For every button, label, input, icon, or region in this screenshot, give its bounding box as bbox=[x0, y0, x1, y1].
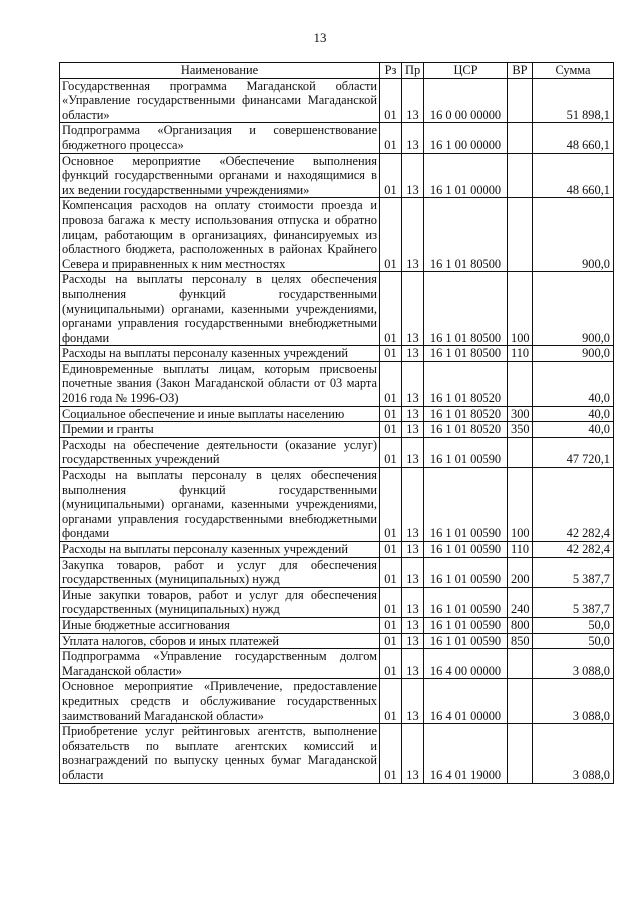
cell-sum: 48 660,1 bbox=[533, 153, 614, 198]
cell-name: Расходы на обеспечение деятельности (оказание услуг) государственных учреждений bbox=[60, 437, 380, 467]
cell-sum: 900,0 bbox=[533, 346, 614, 362]
cell-pr: 13 bbox=[402, 437, 424, 467]
cell-name: Подпрограмма «Управление государственным долгом Магаданской области» bbox=[60, 649, 380, 679]
cell-name: Государственная программа Магаданской области «Управление государственными финансами Магаданской области» bbox=[60, 78, 380, 123]
cell-pr: 13 bbox=[402, 346, 424, 362]
cell-rz: 01 bbox=[380, 542, 402, 558]
cell-pr: 13 bbox=[402, 78, 424, 123]
cell-csr: 16 4 00 00000 bbox=[424, 649, 508, 679]
cell-sum: 40,0 bbox=[533, 406, 614, 422]
table-row bbox=[60, 542, 614, 558]
table-row bbox=[60, 437, 614, 467]
table-row bbox=[60, 198, 614, 272]
cell-rz: 01 bbox=[380, 123, 402, 153]
cell-pr: 13 bbox=[402, 617, 424, 633]
cell-vr bbox=[508, 123, 533, 153]
cell-csr: 16 1 00 00000 bbox=[424, 123, 508, 153]
cell-rz: 01 bbox=[380, 422, 402, 438]
cell-rz: 01 bbox=[380, 346, 402, 362]
cell-sum: 5 387,7 bbox=[533, 557, 614, 587]
cell-csr: 16 0 00 00000 bbox=[424, 78, 508, 123]
cell-rz: 01 bbox=[380, 272, 402, 346]
cell-vr: 300 bbox=[508, 406, 533, 422]
table-row bbox=[60, 557, 614, 587]
cell-rz: 01 bbox=[380, 153, 402, 198]
cell-sum: 51 898,1 bbox=[533, 78, 614, 123]
cell-vr bbox=[508, 153, 533, 198]
cell-rz: 01 bbox=[380, 557, 402, 587]
cell-csr: 16 4 01 00000 bbox=[424, 679, 508, 724]
cell-csr: 16 1 01 80500 bbox=[424, 346, 508, 362]
cell-vr: 110 bbox=[508, 542, 533, 558]
cell-csr: 16 1 01 00590 bbox=[424, 557, 508, 587]
cell-pr: 13 bbox=[402, 649, 424, 679]
cell-vr: 100 bbox=[508, 468, 533, 542]
cell-rz: 01 bbox=[380, 468, 402, 542]
cell-csr: 16 1 01 00590 bbox=[424, 542, 508, 558]
cell-vr bbox=[508, 361, 533, 406]
cell-pr: 13 bbox=[402, 198, 424, 272]
cell-vr: 850 bbox=[508, 633, 533, 649]
table-row bbox=[60, 679, 614, 724]
table-row bbox=[60, 361, 614, 406]
cell-pr: 13 bbox=[402, 406, 424, 422]
cell-sum: 900,0 bbox=[533, 198, 614, 272]
cell-sum: 3 088,0 bbox=[533, 724, 614, 783]
cell-pr: 13 bbox=[402, 587, 424, 617]
cell-csr: 16 1 01 80500 bbox=[424, 272, 508, 346]
cell-name: Расходы на выплаты персоналу в целях обеспечения выполнения функций государственными (муниципальными) органами, казенными учреждениями, органами управления государственными внебюджетными фондами bbox=[60, 272, 380, 346]
cell-rz: 01 bbox=[380, 587, 402, 617]
cell-sum: 3 088,0 bbox=[533, 679, 614, 724]
cell-name: Иные бюджетные ассигнования bbox=[60, 617, 380, 633]
page-number: 13 bbox=[313, 30, 327, 45]
cell-rz: 01 bbox=[380, 633, 402, 649]
table-row bbox=[60, 649, 614, 679]
cell-csr: 16 4 01 19000 bbox=[424, 724, 508, 783]
cell-sum: 47 720,1 bbox=[533, 437, 614, 467]
cell-rz: 01 bbox=[380, 649, 402, 679]
cell-rz: 01 bbox=[380, 617, 402, 633]
cell-name: Иные закупки товаров, работ и услуг для обеспечения государственных (муниципальных) нужд bbox=[60, 587, 380, 617]
cell-csr: 16 1 01 80520 bbox=[424, 406, 508, 422]
cell-sum: 42 282,4 bbox=[533, 542, 614, 558]
cell-name: Единовременные выплаты лицам, которым присвоены почетные звания (Закон Магаданской области от 03 марта 2016 года № 1996-ОЗ) bbox=[60, 361, 380, 406]
cell-pr: 13 bbox=[402, 422, 424, 438]
table-row bbox=[60, 422, 614, 438]
cell-csr: 16 1 01 80520 bbox=[424, 361, 508, 406]
cell-rz: 01 bbox=[380, 198, 402, 272]
cell-name: Основное мероприятие «Обеспечение выполнения функций государственными органами и находящимися в их ведении государственными учреждениями» bbox=[60, 153, 380, 198]
cell-pr: 13 bbox=[402, 724, 424, 783]
cell-name: Уплата налогов, сборов и иных платежей bbox=[60, 633, 380, 649]
cell-sum: 40,0 bbox=[533, 422, 614, 438]
table-row bbox=[60, 78, 614, 123]
table-row bbox=[60, 617, 614, 633]
cell-sum: 48 660,1 bbox=[533, 123, 614, 153]
column-header-vr: ВР bbox=[508, 63, 533, 79]
cell-sum: 900,0 bbox=[533, 272, 614, 346]
cell-vr: 100 bbox=[508, 272, 533, 346]
table-row bbox=[60, 633, 614, 649]
cell-csr: 16 1 01 00590 bbox=[424, 617, 508, 633]
column-header-sum: Сумма bbox=[533, 63, 614, 79]
column-header-csr: ЦСР bbox=[424, 63, 508, 79]
cell-sum: 42 282,4 bbox=[533, 468, 614, 542]
cell-sum: 3 088,0 bbox=[533, 649, 614, 679]
cell-name: Закупка товаров, работ и услуг для обеспечения государственных (муниципальных) нужд bbox=[60, 557, 380, 587]
cell-name: Компенсация расходов на оплату стоимости проезда и провоза багажа к месту использования отпуска и обратно лицам, работающим в организациях, финансируемых из областного бюджета, расположенных в районах Крайнего Севера и приравненных к ним местностях bbox=[60, 198, 380, 272]
cell-pr: 13 bbox=[402, 679, 424, 724]
cell-pr: 13 bbox=[402, 633, 424, 649]
table-row bbox=[60, 153, 614, 198]
cell-name: Основное мероприятие «Привлечение, предоставление кредитных средств и обслуживание государственных заимствований Магаданской области» bbox=[60, 679, 380, 724]
cell-vr: 200 bbox=[508, 557, 533, 587]
cell-vr bbox=[508, 198, 533, 272]
cell-vr: 350 bbox=[508, 422, 533, 438]
cell-rz: 01 bbox=[380, 78, 402, 123]
cell-name: Приобретение услуг рейтинговых агентств, выполнение обязательств по выплате агентских комиссий и вознаграждений по выпуску ценных бумаг Магаданской области bbox=[60, 724, 380, 783]
cell-csr: 16 1 01 00590 bbox=[424, 437, 508, 467]
cell-pr: 13 bbox=[402, 153, 424, 198]
cell-sum: 50,0 bbox=[533, 633, 614, 649]
cell-csr: 16 1 01 00590 bbox=[424, 468, 508, 542]
table-row bbox=[60, 272, 614, 346]
cell-rz: 01 bbox=[380, 724, 402, 783]
cell-rz: 01 bbox=[380, 406, 402, 422]
cell-csr: 16 1 01 80520 bbox=[424, 422, 508, 438]
cell-vr: 800 bbox=[508, 617, 533, 633]
cell-pr: 13 bbox=[402, 557, 424, 587]
cell-vr bbox=[508, 724, 533, 783]
cell-pr: 13 bbox=[402, 468, 424, 542]
cell-name: Подпрограмма «Организация и совершенствование бюджетного процесса» bbox=[60, 123, 380, 153]
cell-vr: 240 bbox=[508, 587, 533, 617]
cell-pr: 13 bbox=[402, 542, 424, 558]
cell-vr bbox=[508, 437, 533, 467]
cell-rz: 01 bbox=[380, 361, 402, 406]
cell-name: Премии и гранты bbox=[60, 422, 380, 438]
cell-rz: 01 bbox=[380, 437, 402, 467]
table-row bbox=[60, 406, 614, 422]
cell-csr: 16 1 01 00000 bbox=[424, 153, 508, 198]
table-row bbox=[60, 346, 614, 362]
table-row bbox=[60, 123, 614, 153]
cell-pr: 13 bbox=[402, 272, 424, 346]
table-row bbox=[60, 587, 614, 617]
column-header-rz: Рз bbox=[380, 63, 402, 79]
cell-name: Расходы на выплаты персоналу казенных учреждений bbox=[60, 346, 380, 362]
cell-pr: 13 bbox=[402, 123, 424, 153]
column-header-pr: Пр bbox=[402, 63, 424, 79]
cell-rz: 01 bbox=[380, 679, 402, 724]
cell-csr: 16 1 01 00590 bbox=[424, 587, 508, 617]
cell-csr: 16 1 01 80500 bbox=[424, 198, 508, 272]
cell-vr: 110 bbox=[508, 346, 533, 362]
cell-sum: 5 387,7 bbox=[533, 587, 614, 617]
cell-vr bbox=[508, 78, 533, 123]
cell-vr bbox=[508, 679, 533, 724]
cell-name: Расходы на выплаты персоналу казенных учреждений bbox=[60, 542, 380, 558]
table-row bbox=[60, 468, 614, 542]
cell-sum: 40,0 bbox=[533, 361, 614, 406]
column-header-name: Наименование bbox=[60, 63, 380, 79]
table-row bbox=[60, 724, 614, 783]
cell-sum: 50,0 bbox=[533, 617, 614, 633]
cell-csr: 16 1 01 00590 bbox=[424, 633, 508, 649]
cell-vr bbox=[508, 649, 533, 679]
cell-pr: 13 bbox=[402, 361, 424, 406]
budget-table bbox=[59, 62, 614, 784]
cell-name: Расходы на выплаты персоналу в целях обеспечения выполнения функций государственными (муниципальными) органами, казенными учреждениями, органами управления государственными внебюджетными фондами bbox=[60, 468, 380, 542]
table-header-row bbox=[60, 63, 614, 79]
cell-name: Социальное обеспечение и иные выплаты населению bbox=[60, 406, 380, 422]
